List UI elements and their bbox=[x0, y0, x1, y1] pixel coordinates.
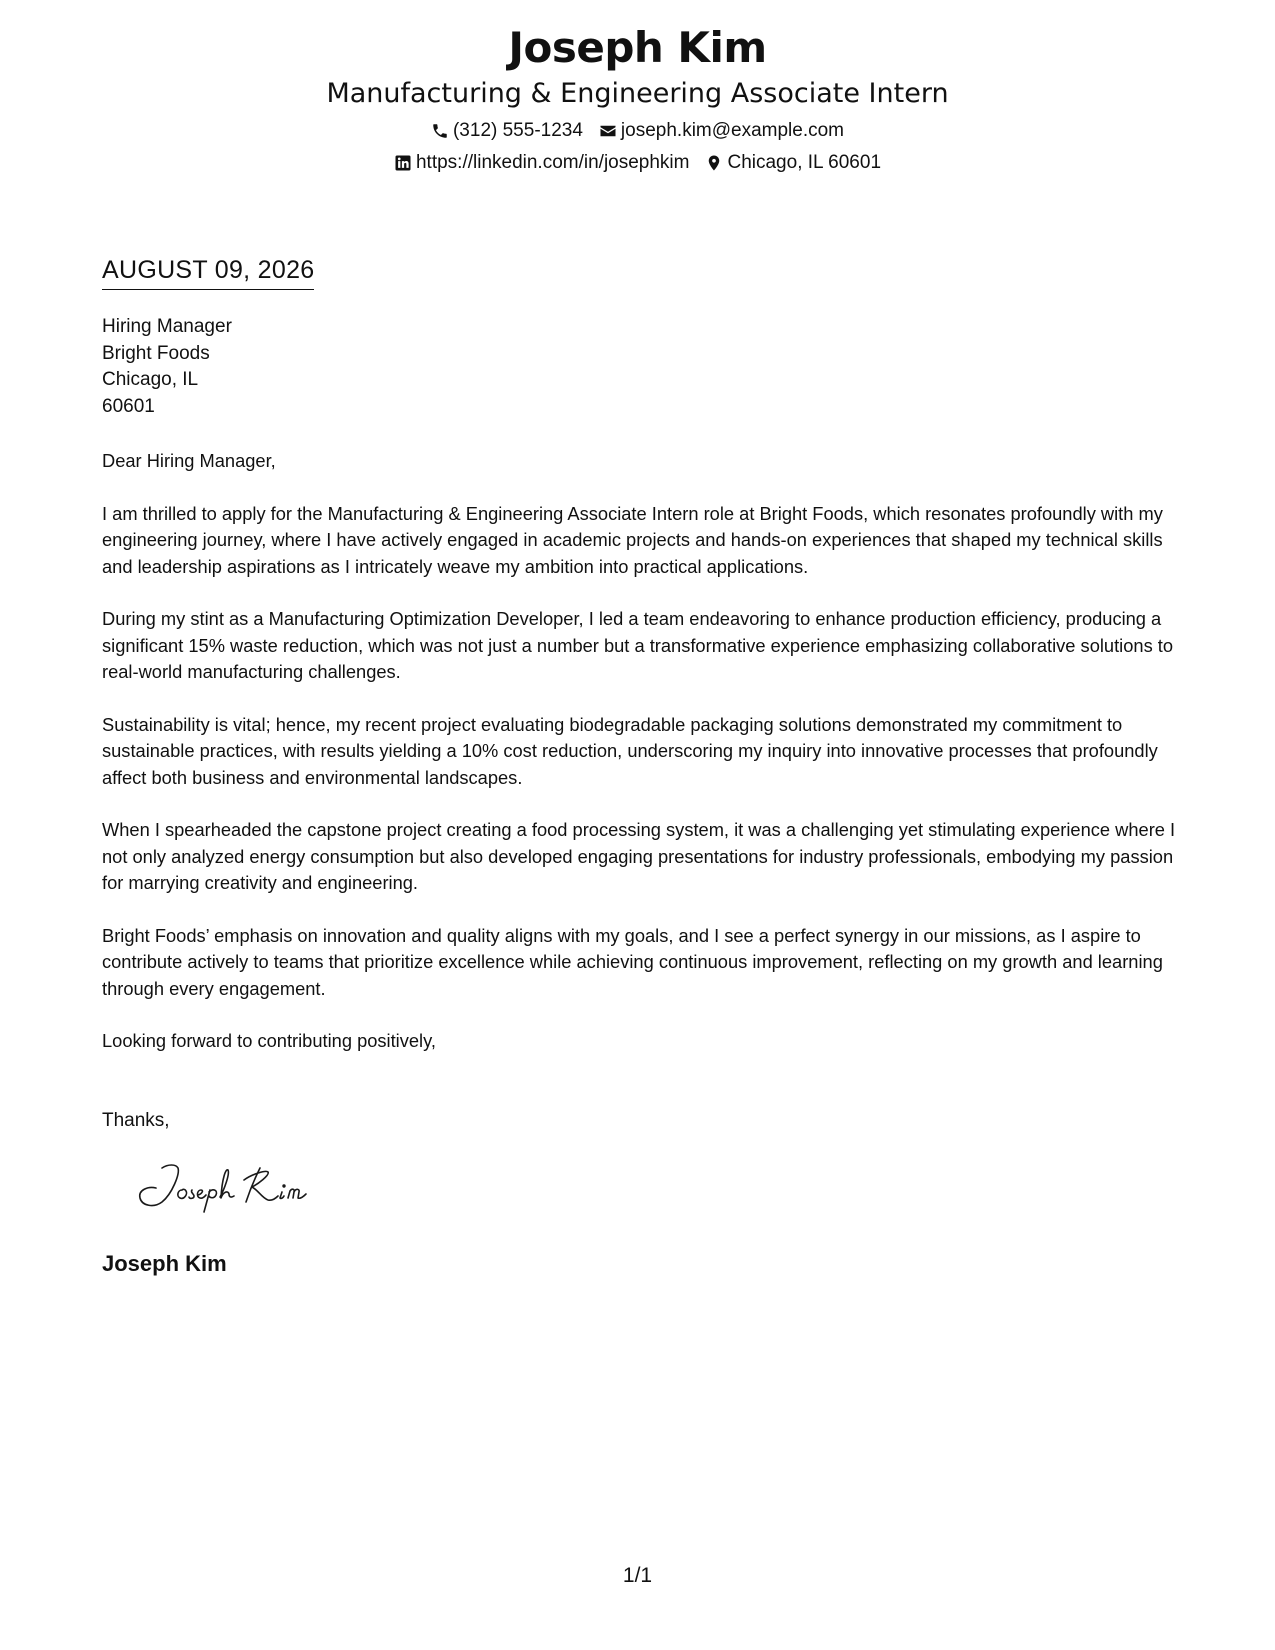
contact-location bbox=[705, 150, 881, 176]
letter-date: AUGUST 09, 2026 bbox=[102, 255, 314, 290]
recipient-line: Hiring Manager bbox=[102, 316, 232, 337]
signature bbox=[132, 1150, 332, 1220]
letter-body bbox=[102, 448, 1177, 1081]
linkedin-text: https://linkedin.com/in/josephkim bbox=[415, 152, 690, 173]
signed-name: Joseph Kim bbox=[102, 1251, 227, 1276]
contact-row-1 bbox=[0, 118, 1275, 144]
map-pin-icon bbox=[705, 154, 723, 172]
recipient-address bbox=[102, 314, 232, 420]
phone-text: (312) 555-1234 bbox=[452, 120, 583, 141]
contact-phone bbox=[431, 118, 583, 144]
greeting: Dear Hiring Manager, bbox=[102, 450, 276, 471]
phone-icon bbox=[431, 122, 449, 140]
closing: Thanks, bbox=[102, 1110, 170, 1131]
applicant-name: Joseph Kim bbox=[508, 23, 767, 72]
letter-header bbox=[0, 22, 1275, 176]
email-text: joseph.kim@example.com bbox=[620, 120, 845, 141]
body-paragraph: During my stint as a Manufacturing Optimization Developer, I led a team endeavoring to enhance production efficiency, producing a significant 15% waste reduction, which was not just a number but a transformative experience emphasizing collaborative solutions to real-world manufacturing challenges. bbox=[102, 608, 1174, 682]
body-paragraph: When I spearheaded the capstone project creating a food processing system, it was a challenging yet stimulating experience where I not only analyzed energy consumption but also developed engaging presentations for industry professionals, embodying my passion for marrying creativity and engineering. bbox=[102, 819, 1176, 893]
contact-row-2 bbox=[0, 150, 1275, 176]
linkedin-icon bbox=[394, 154, 412, 172]
body-paragraph: Bright Foods’ emphasis on innovation and quality aligns with my goals, and I see a perfect synergy in our missions, as I aspire to contribute actively to teams that prioritize excellence while achieving continuous improvement, reflecting on my growth and learning through every engagement. bbox=[102, 924, 1163, 999]
page-number: 1/1 bbox=[622, 1564, 653, 1587]
job-title: Manufacturing & Engineering Associate Intern bbox=[326, 78, 949, 109]
body-paragraph: I am thrilled to apply for the Manufacturing & Engineering Associate Intern role at Bright Foods, which resonates profoundly with my engineering journey, where I have actively engaged in academic projects and hands-on experiences that shaped my technical skills and leadership aspirations as I intricately weave my ambition into practical applications. bbox=[102, 502, 1163, 577]
recipient-line: Chicago, IL bbox=[102, 369, 199, 390]
contact-linkedin bbox=[394, 150, 690, 176]
body-paragraph: Looking forward to contributing positively, bbox=[102, 1030, 436, 1051]
location-text: Chicago, IL 60601 bbox=[727, 152, 882, 173]
envelope-icon bbox=[599, 122, 617, 140]
recipient-line: 60601 bbox=[102, 395, 155, 417]
recipient-line: Bright Foods bbox=[102, 342, 210, 364]
contact-email bbox=[599, 118, 844, 144]
body-paragraph: Sustainability is vital; hence, my recent project evaluating biodegradable packaging solutions demonstrated my commitment to sustainable practices, with results yielding a 10% cost reduction, underscoring my inquiry into innovative processes that profoundly affect both business and environmental landscapes. bbox=[102, 713, 1158, 788]
